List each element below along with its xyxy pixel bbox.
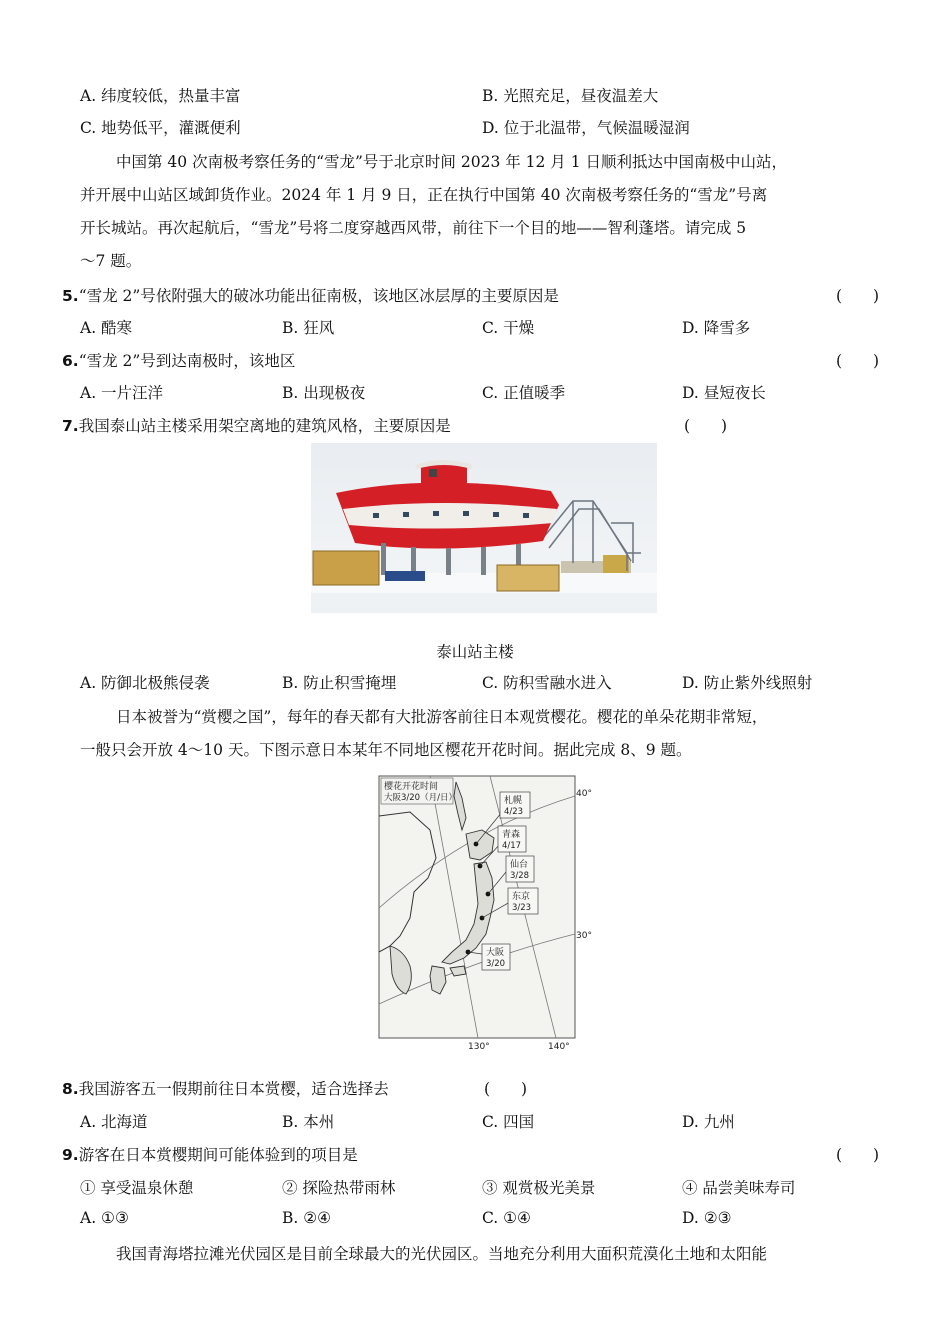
option-b: B. 防止积雪掩埋 <box>282 674 397 692</box>
question-number: 5. <box>62 287 79 305</box>
option-b: B. 出现极夜 <box>282 384 366 402</box>
option-d: D. ②③ <box>682 1209 732 1227</box>
question-number: 9. <box>62 1146 79 1164</box>
question-8 <box>62 1077 389 1099</box>
option-a: A. ①③ <box>80 1209 129 1227</box>
passage1-line: ～7 题。 <box>80 252 142 270</box>
map-legend-example: 大阪3/20（月/日） <box>384 793 457 803</box>
taishan-station-photo <box>311 443 657 613</box>
option-b: B. 狂风 <box>282 319 335 337</box>
city-date: 3/28 <box>510 871 530 881</box>
question-number: 7. <box>62 417 79 435</box>
passage3-line: 我国青海塔拉滩光伏园区是目前全球最大的光伏园区。当地充分利用大面积荒漠化土地和太阳能 <box>116 1245 768 1263</box>
option-b: B. 本州 <box>282 1113 335 1131</box>
city-name: 大阪 <box>486 948 505 958</box>
option-a: A. 北海道 <box>80 1113 148 1131</box>
option-d: D. 位于北温带，气候温暖湿润 <box>482 119 690 137</box>
map-legend-title: 樱花开花时间 <box>384 782 439 792</box>
cherry-blossom-map <box>370 768 602 1054</box>
option-b: B. ②④ <box>282 1209 332 1227</box>
question-number: 6. <box>62 352 79 370</box>
question-stem: 我国游客五一假期前往日本赏樱，适合选择去 <box>78 1080 389 1098</box>
statement-item: ③ 观赏极光美景 <box>482 1179 596 1197</box>
answer-blank: ( ) <box>684 417 728 435</box>
question-number: 8. <box>62 1080 79 1098</box>
question-stem: 我国泰山站主楼采用架空离地的建筑风格，主要原因是 <box>78 417 451 435</box>
passage1-line: 并开展中山站区域卸货作业。2024 年 1 月 9 日，正在执行中国第 40 次南极考察任务的“雪龙”号离 <box>80 186 768 204</box>
passage2-line: 一般只会开放 4～10 天。下图示意日本某年不同地区樱花开花时间。据此完成 8、9 题。 <box>80 741 692 759</box>
option-d: D. 九州 <box>682 1113 735 1131</box>
answer-blank: ( ) <box>484 1080 528 1098</box>
option-c: C. ①④ <box>482 1209 531 1227</box>
question-7 <box>62 414 451 436</box>
option-d: D. 昼短夜长 <box>682 384 766 402</box>
city-date: 4/17 <box>502 841 522 851</box>
statement-item: ② 探险热带雨林 <box>282 1179 396 1197</box>
passage1-line: 中国第 40 次南极考察任务的“雪龙”号于北京时间 2023 年 12 月 1 日顺利抵达中国南极中山站， <box>116 153 788 171</box>
answer-blank: ( ) <box>836 287 880 305</box>
statement-item: ④ 品尝美味寿司 <box>682 1179 796 1197</box>
latitude-label: 30° <box>576 931 592 941</box>
statement-item: ① 享受温泉休憩 <box>80 1179 194 1197</box>
answer-blank: ( ) <box>836 352 880 370</box>
question-stem: 游客在日本赏樱期间可能体验到的项目是 <box>78 1146 358 1164</box>
answer-blank: ( ) <box>836 1146 880 1164</box>
longitude-label: 130° <box>468 1042 490 1052</box>
option-d: D. 防止紫外线照射 <box>682 674 813 692</box>
city-name: 札幌 <box>504 796 523 806</box>
option-c: C. 干燥 <box>482 319 535 337</box>
city-name: 东京 <box>512 892 531 902</box>
question-5 <box>62 284 559 306</box>
latitude-label: 40° <box>576 789 592 799</box>
option-a: A. 纬度较低，热量丰富 <box>80 87 241 105</box>
question-9 <box>62 1143 358 1165</box>
passage2-line: 日本被誉为“赏樱之国”，每年的春天都有大批游客前往日本观赏樱花。樱花的单朵花期非常短， <box>116 708 768 726</box>
passage1-line: 开长城站。再次起航后，“雪龙”号将二度穿越西风带，前往下一个目的地——智利蓬塔。请完成 5 <box>80 219 747 237</box>
option-a: A. 一片汪洋 <box>80 384 164 402</box>
option-b: B. 光照充足，昼夜温差大 <box>482 87 659 105</box>
option-a: A. 防御北极熊侵袭 <box>80 674 210 692</box>
option-c: C. 四国 <box>482 1113 535 1131</box>
option-d: D. 降雪多 <box>682 319 751 337</box>
question-6 <box>62 349 295 371</box>
city-name: 仙台 <box>510 860 529 870</box>
question-stem: “雪龙 2”号依附强大的破冰功能出征南极，该地区冰层厚的主要原因是 <box>78 287 559 305</box>
option-c: C. 地势低平，灌溉便利 <box>80 119 241 137</box>
city-date: 3/23 <box>512 903 532 913</box>
city-date: 3/20 <box>486 959 506 969</box>
question-stem: “雪龙 2”号到达南极时，该地区 <box>78 352 296 370</box>
city-date: 4/23 <box>504 807 524 817</box>
option-c: C. 防积雪融水进入 <box>482 674 612 692</box>
photo-caption: 泰山站主楼 <box>436 643 514 661</box>
city-name: 青森 <box>502 830 521 840</box>
option-a: A. 酷寒 <box>80 319 133 337</box>
option-c: C. 正值暖季 <box>482 384 566 402</box>
longitude-label: 140° <box>548 1042 570 1052</box>
